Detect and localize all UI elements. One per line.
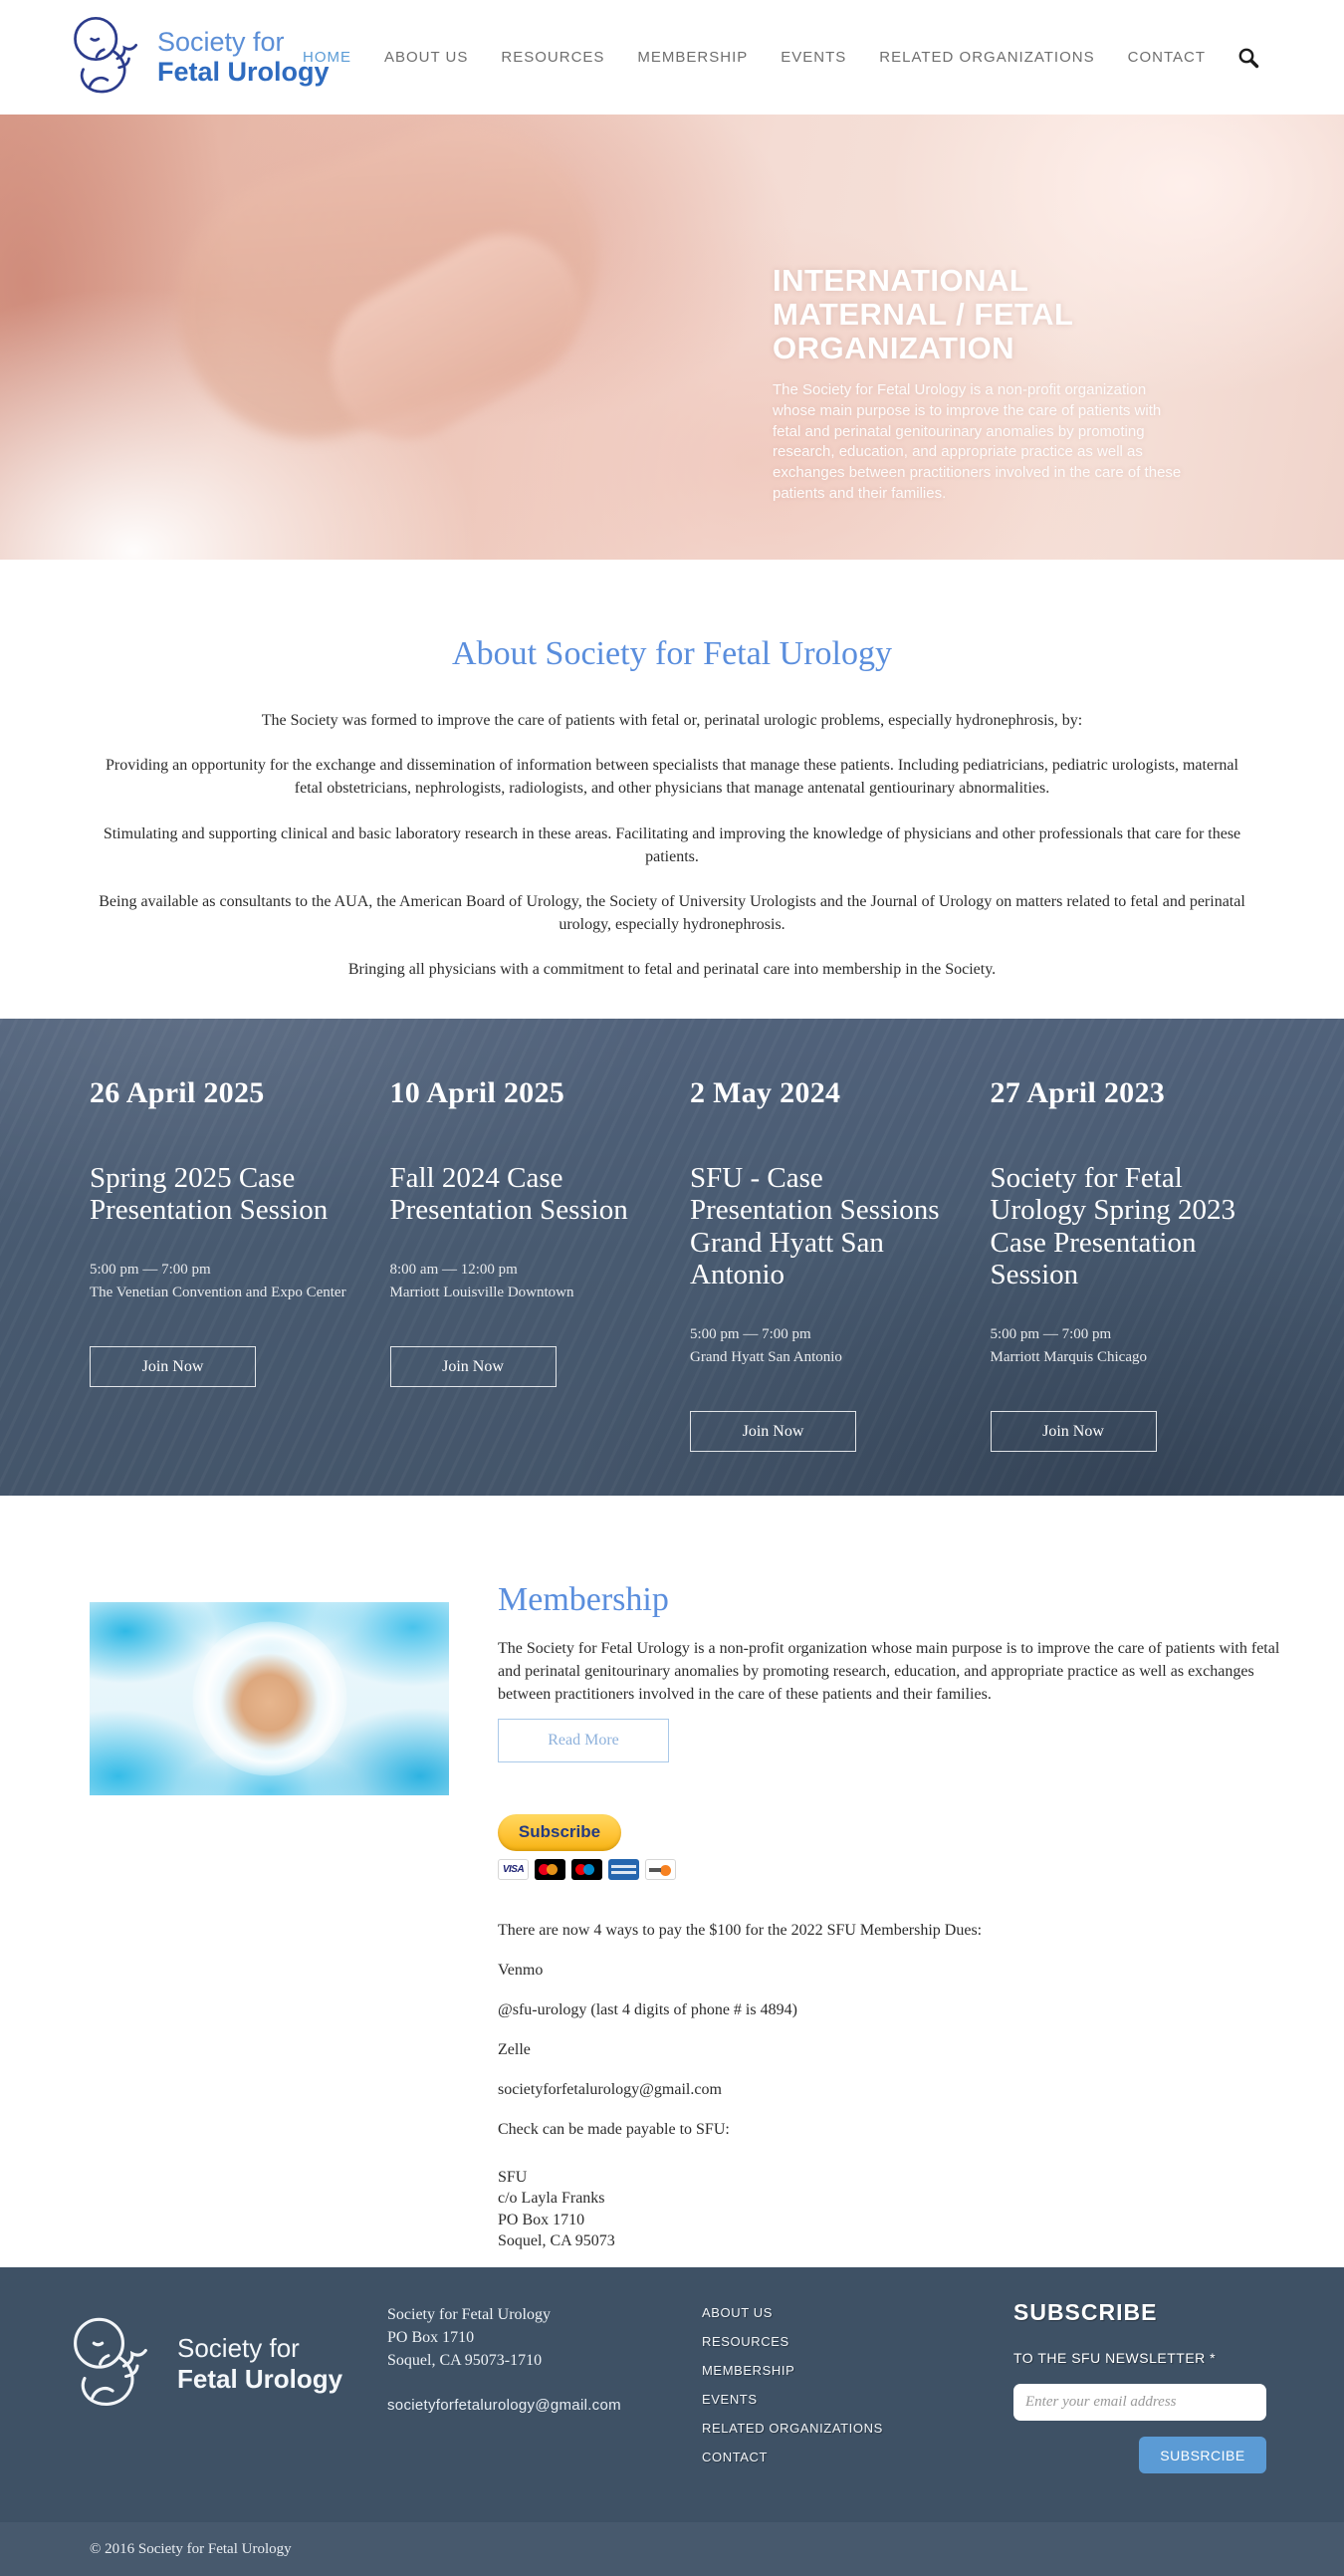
mastercard-icon: [535, 1859, 565, 1880]
hero-description: The Society for Fetal Urology is a non-profit organization whose main purpose is to improve the care of patients with fetal and perinatal genitourinary anomalies by promoting research, education, and appropriate practice as well as exchanges between practitioners involved in the care of these patients and their families.: [773, 381, 1182, 502]
event-date: 2 May 2024: [690, 1076, 841, 1109]
fetus-logo-icon: [62, 11, 151, 103]
join-now-button[interactable]: Join Now: [390, 1346, 557, 1387]
copyright-text: © 2016 Society for Fetal Urology: [90, 2541, 292, 2557]
event-time: 5:00 pm — 7:00 pm: [690, 1325, 811, 1342]
event-meta: [690, 1323, 955, 1370]
about-paragraph: Being available as consultants to the AUA, the American Board of Urology, the Society of University Urologists and the Journal of Urology on matters related to fetal and perinatal urology, especially hydronephrosis.: [99, 892, 1245, 934]
footer-nav-membership[interactable]: MEMBERSHIP: [702, 2363, 795, 2378]
footer-email: societyforfetalurology@gmail.com: [387, 2397, 621, 2414]
membership-team-hands-photo: [90, 1602, 449, 1795]
paypal-subscribe-button[interactable]: Subscribe: [498, 1814, 621, 1851]
about-title: About Society for Fetal Urology: [452, 635, 892, 672]
copyright-bar: [0, 2522, 1344, 2576]
event-date: 10 April 2025: [389, 1076, 565, 1109]
subscribe-subheading: TO THE SFU NEWSLETTER *: [1013, 2350, 1217, 2366]
nav-about-us[interactable]: ABOUT US: [383, 49, 469, 66]
logo-line-2: Fetal Urology: [177, 2364, 343, 2394]
nav-home[interactable]: HOME: [302, 49, 351, 66]
footer-nav-events[interactable]: EVENTS: [702, 2392, 758, 2407]
event-time: 8:00 am — 12:00 pm: [389, 1261, 518, 1278]
newsletter-subscribe-button[interactable]: SUBSRCIBE: [1139, 2437, 1266, 2473]
nav-resources[interactable]: RESOURCES: [501, 49, 605, 66]
event-title: SFU - Case Presentation Sessions Grand Hyatt San Antonio: [690, 1162, 940, 1291]
join-now-button[interactable]: Join Now: [90, 1346, 256, 1387]
membership-content: [498, 1581, 1284, 2252]
address-line: PO Box 1710: [498, 2211, 585, 2228]
event-title: Society for Fetal Urology Spring 2023 Case Presentation Session: [990, 1162, 1235, 1291]
hero-text-block: [773, 264, 1183, 504]
event-card: [390, 1076, 655, 1452]
visa-icon: VISA: [498, 1859, 529, 1880]
about-section: [0, 560, 1344, 1019]
membership-section: [0, 1496, 1344, 2267]
fetus-logo-icon: [60, 2311, 163, 2417]
search-icon[interactable]: [1236, 46, 1260, 70]
footer-logo-text: [177, 2333, 342, 2394]
about-paragraph: The Society was formed to improve the care of patients with fetal or, perinatal urologic problems, especially hydronephrosis, by:: [261, 712, 1083, 729]
address-line: SFU: [498, 2168, 528, 2186]
address-line: Soquel, CA 95073-1710: [387, 2352, 543, 2370]
payment-line: Venmo: [498, 1961, 544, 1979]
payment-instructions: [498, 1922, 1284, 2139]
read-more-button[interactable]: Read More: [498, 1719, 669, 1762]
address-line: PO Box 1710: [387, 2329, 475, 2347]
logo-line-1: Society for: [157, 26, 285, 57]
nav-related-organizations[interactable]: RELATED ORGANIZATIONS: [879, 49, 1095, 66]
hero-section: [0, 115, 1344, 560]
event-card: [690, 1076, 955, 1452]
event-title: Spring 2025 Case Presentation Session: [90, 1162, 329, 1227]
footer-nav: [702, 2305, 883, 2478]
discover-icon: [645, 1859, 676, 1880]
footer-nav-about-us[interactable]: ABOUT US: [702, 2305, 774, 2320]
events-section: [0, 1019, 1344, 1496]
join-now-button[interactable]: Join Now: [690, 1411, 856, 1452]
event-date: 27 April 2023: [990, 1076, 1166, 1109]
event-time: 5:00 pm — 7:00 pm: [90, 1261, 211, 1278]
event-meta: [991, 1323, 1255, 1370]
amex-icon: [608, 1859, 639, 1880]
membership-description: The Society for Fetal Urology is a non-profit organization whose main purpose is to improve the care of patients with fetal and perinatal genitourinary anomalies by promoting research, education, and appropriate practice as well as exchanges between practitioners involved in the care of these patients and their families.: [498, 1640, 1280, 1704]
logo-line-1: Society for: [177, 2333, 300, 2364]
newsletter-email-input[interactable]: [1013, 2384, 1266, 2421]
check-mailing-address: [498, 2167, 1284, 2252]
payment-line: Zelle: [498, 2040, 531, 2058]
event-meta: [390, 1259, 655, 1305]
event-venue: Marriott Louisville Downtown: [389, 1285, 574, 1301]
footer-nav-resources[interactable]: RESOURCES: [702, 2334, 789, 2349]
hero-title: INTERNATIONAL MATERNAL / FETAL ORGANIZATION: [773, 263, 1073, 366]
about-paragraph: Bringing all physicians with a commitment to fetal and perinatal care into membership in the Society.: [347, 961, 997, 979]
payment-line: societyforfetalurology@gmail.com: [498, 2080, 722, 2098]
newsletter-subscribe-block: [1013, 2299, 1266, 2473]
event-date: 26 April 2025: [90, 1076, 265, 1109]
footer-logo[interactable]: [60, 2311, 342, 2417]
site-logo[interactable]: [62, 11, 330, 103]
subscribe-heading: SUBSCRIBE: [1013, 2299, 1158, 2325]
nav-contact[interactable]: CONTACT: [1127, 49, 1206, 66]
event-venue: Grand Hyatt San Antonio: [690, 1349, 842, 1366]
payment-card-icons: [498, 1859, 1284, 1880]
site-header: [0, 0, 1344, 115]
membership-title: Membership: [498, 1581, 669, 1618]
event-meta: [90, 1259, 354, 1305]
payment-line: There are now 4 ways to pay the $100 for the 2022 SFU Membership Dues:: [498, 1921, 983, 1939]
nav-events[interactable]: EVENTS: [781, 49, 847, 66]
footer-nav-related-organizations[interactable]: RELATED ORGANIZATIONS: [702, 2421, 883, 2436]
event-card: [991, 1076, 1255, 1452]
join-now-button[interactable]: Join Now: [991, 1411, 1157, 1452]
maestro-icon: [571, 1859, 602, 1880]
main-nav: [303, 0, 1206, 115]
footer-address: [387, 2303, 551, 2373]
address-line: Soquel, CA 95073: [498, 2232, 615, 2250]
address-line: Society for Fetal Urology: [387, 2306, 551, 2323]
site-footer: [0, 2267, 1344, 2522]
payment-line: @sfu-urology (last 4 digits of phone # is 4894): [498, 2000, 797, 2018]
about-paragraph: Providing an opportunity for the exchange and dissemination of information between specialists that manage these patients. Including pediatricians, pediatric urologists, maternal fetal obstetricians, nephrologists, radiologists, and other physicians that manage antenatal gentiourinary abnormalities.: [106, 757, 1238, 798]
event-time: 5:00 pm — 7:00 pm: [990, 1325, 1112, 1342]
event-title: Fall 2024 Case Presentation Session: [389, 1162, 628, 1227]
payment-line: Check can be made payable to SFU:: [498, 2120, 730, 2138]
event-venue: The Venetian Convention and Expo Center: [90, 1285, 346, 1301]
event-card: [90, 1076, 354, 1452]
nav-membership[interactable]: MEMBERSHIP: [637, 49, 749, 66]
footer-nav-contact[interactable]: CONTACT: [702, 2450, 769, 2464]
event-venue: Marriott Marquis Chicago: [990, 1349, 1147, 1366]
about-paragraph: Stimulating and supporting clinical and basic laboratory research in these areas. Facilitating and improving the knowledge of physicians and other professionals that care for these patients.: [103, 824, 1241, 865]
address-line: c/o Layla Franks: [498, 2190, 605, 2208]
paypal-module: [498, 1814, 1284, 1880]
events-grid: [90, 1076, 1254, 1452]
logo-line-2: Fetal Urology: [157, 57, 330, 87]
